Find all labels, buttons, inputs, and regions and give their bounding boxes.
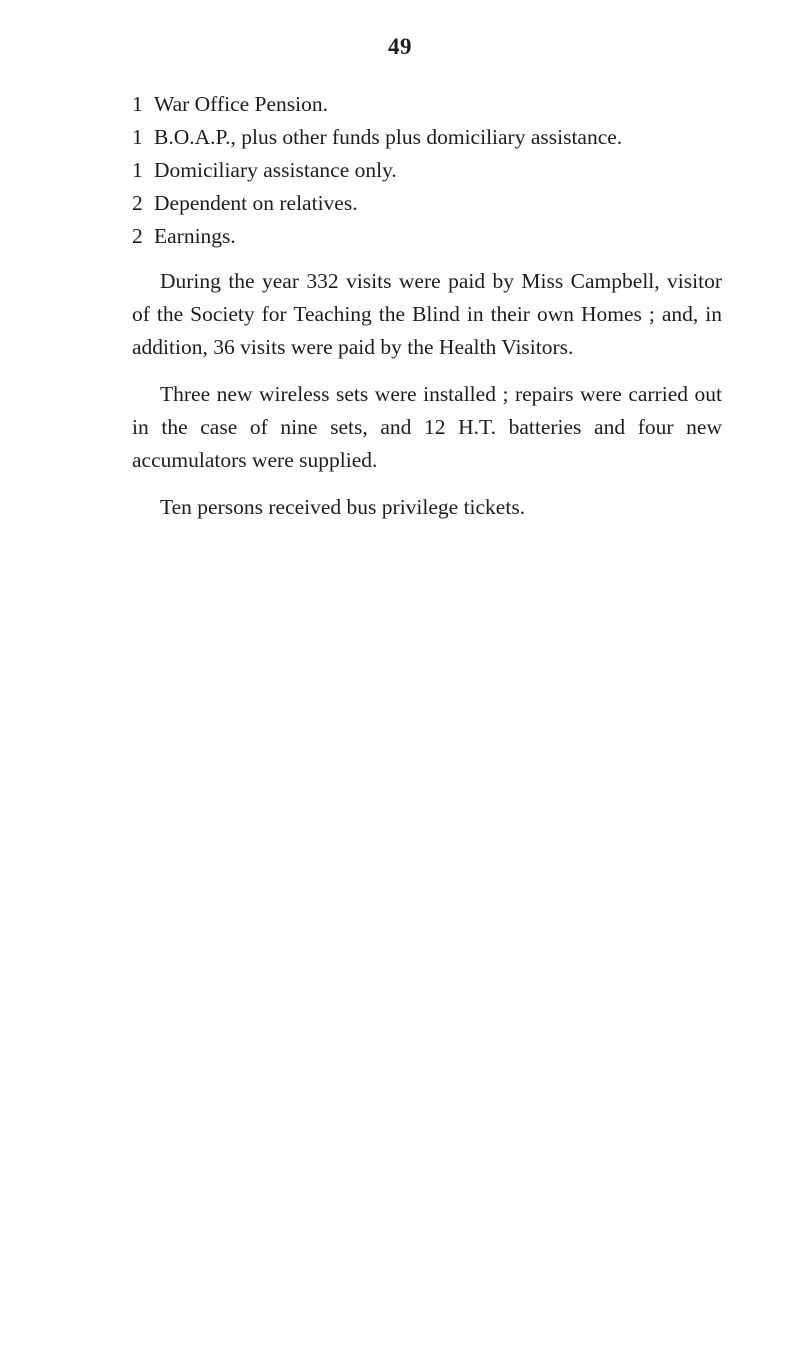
list-item-text: Domiciliary assistance only.: [154, 158, 397, 182]
list-item-count: 2: [132, 191, 143, 215]
list-item-count: 2: [132, 224, 143, 248]
bus-tickets-paragraph: Ten persons received bus privilege tickets.: [160, 495, 526, 519]
list-item: [132, 187, 722, 220]
visits-paragraph: During the year 332 visits were paid by Miss Campbell, visitor of the Society for Teaching the Blind in their own Homes ; and, in addition, 36 visits were paid by the Health Visitors.: [132, 269, 722, 359]
page-content: [132, 88, 722, 524]
income-source-list: [132, 88, 722, 253]
list-item-text: Earnings.: [154, 224, 236, 248]
list-item-text: War Office Pension.: [154, 92, 329, 116]
list-item: [132, 220, 722, 253]
list-item-count: 1: [132, 158, 143, 182]
list-item: [132, 88, 722, 121]
list-item: [132, 154, 722, 187]
list-item-text: Dependent on relatives.: [154, 191, 358, 215]
wireless-sets-paragraph: Three new wireless sets were installed ; repairs were carried out in the case of nine sets, and 12 H.T. batteries and four new accumulators were supplied.: [132, 382, 722, 472]
page-number: 49: [388, 34, 412, 59]
list-item-text: B.O.A.P., plus other funds plus domiciliary assistance.: [154, 125, 623, 149]
list-item-count: 1: [132, 125, 143, 149]
list-item: [132, 121, 722, 154]
list-item-count: 1: [132, 92, 143, 116]
